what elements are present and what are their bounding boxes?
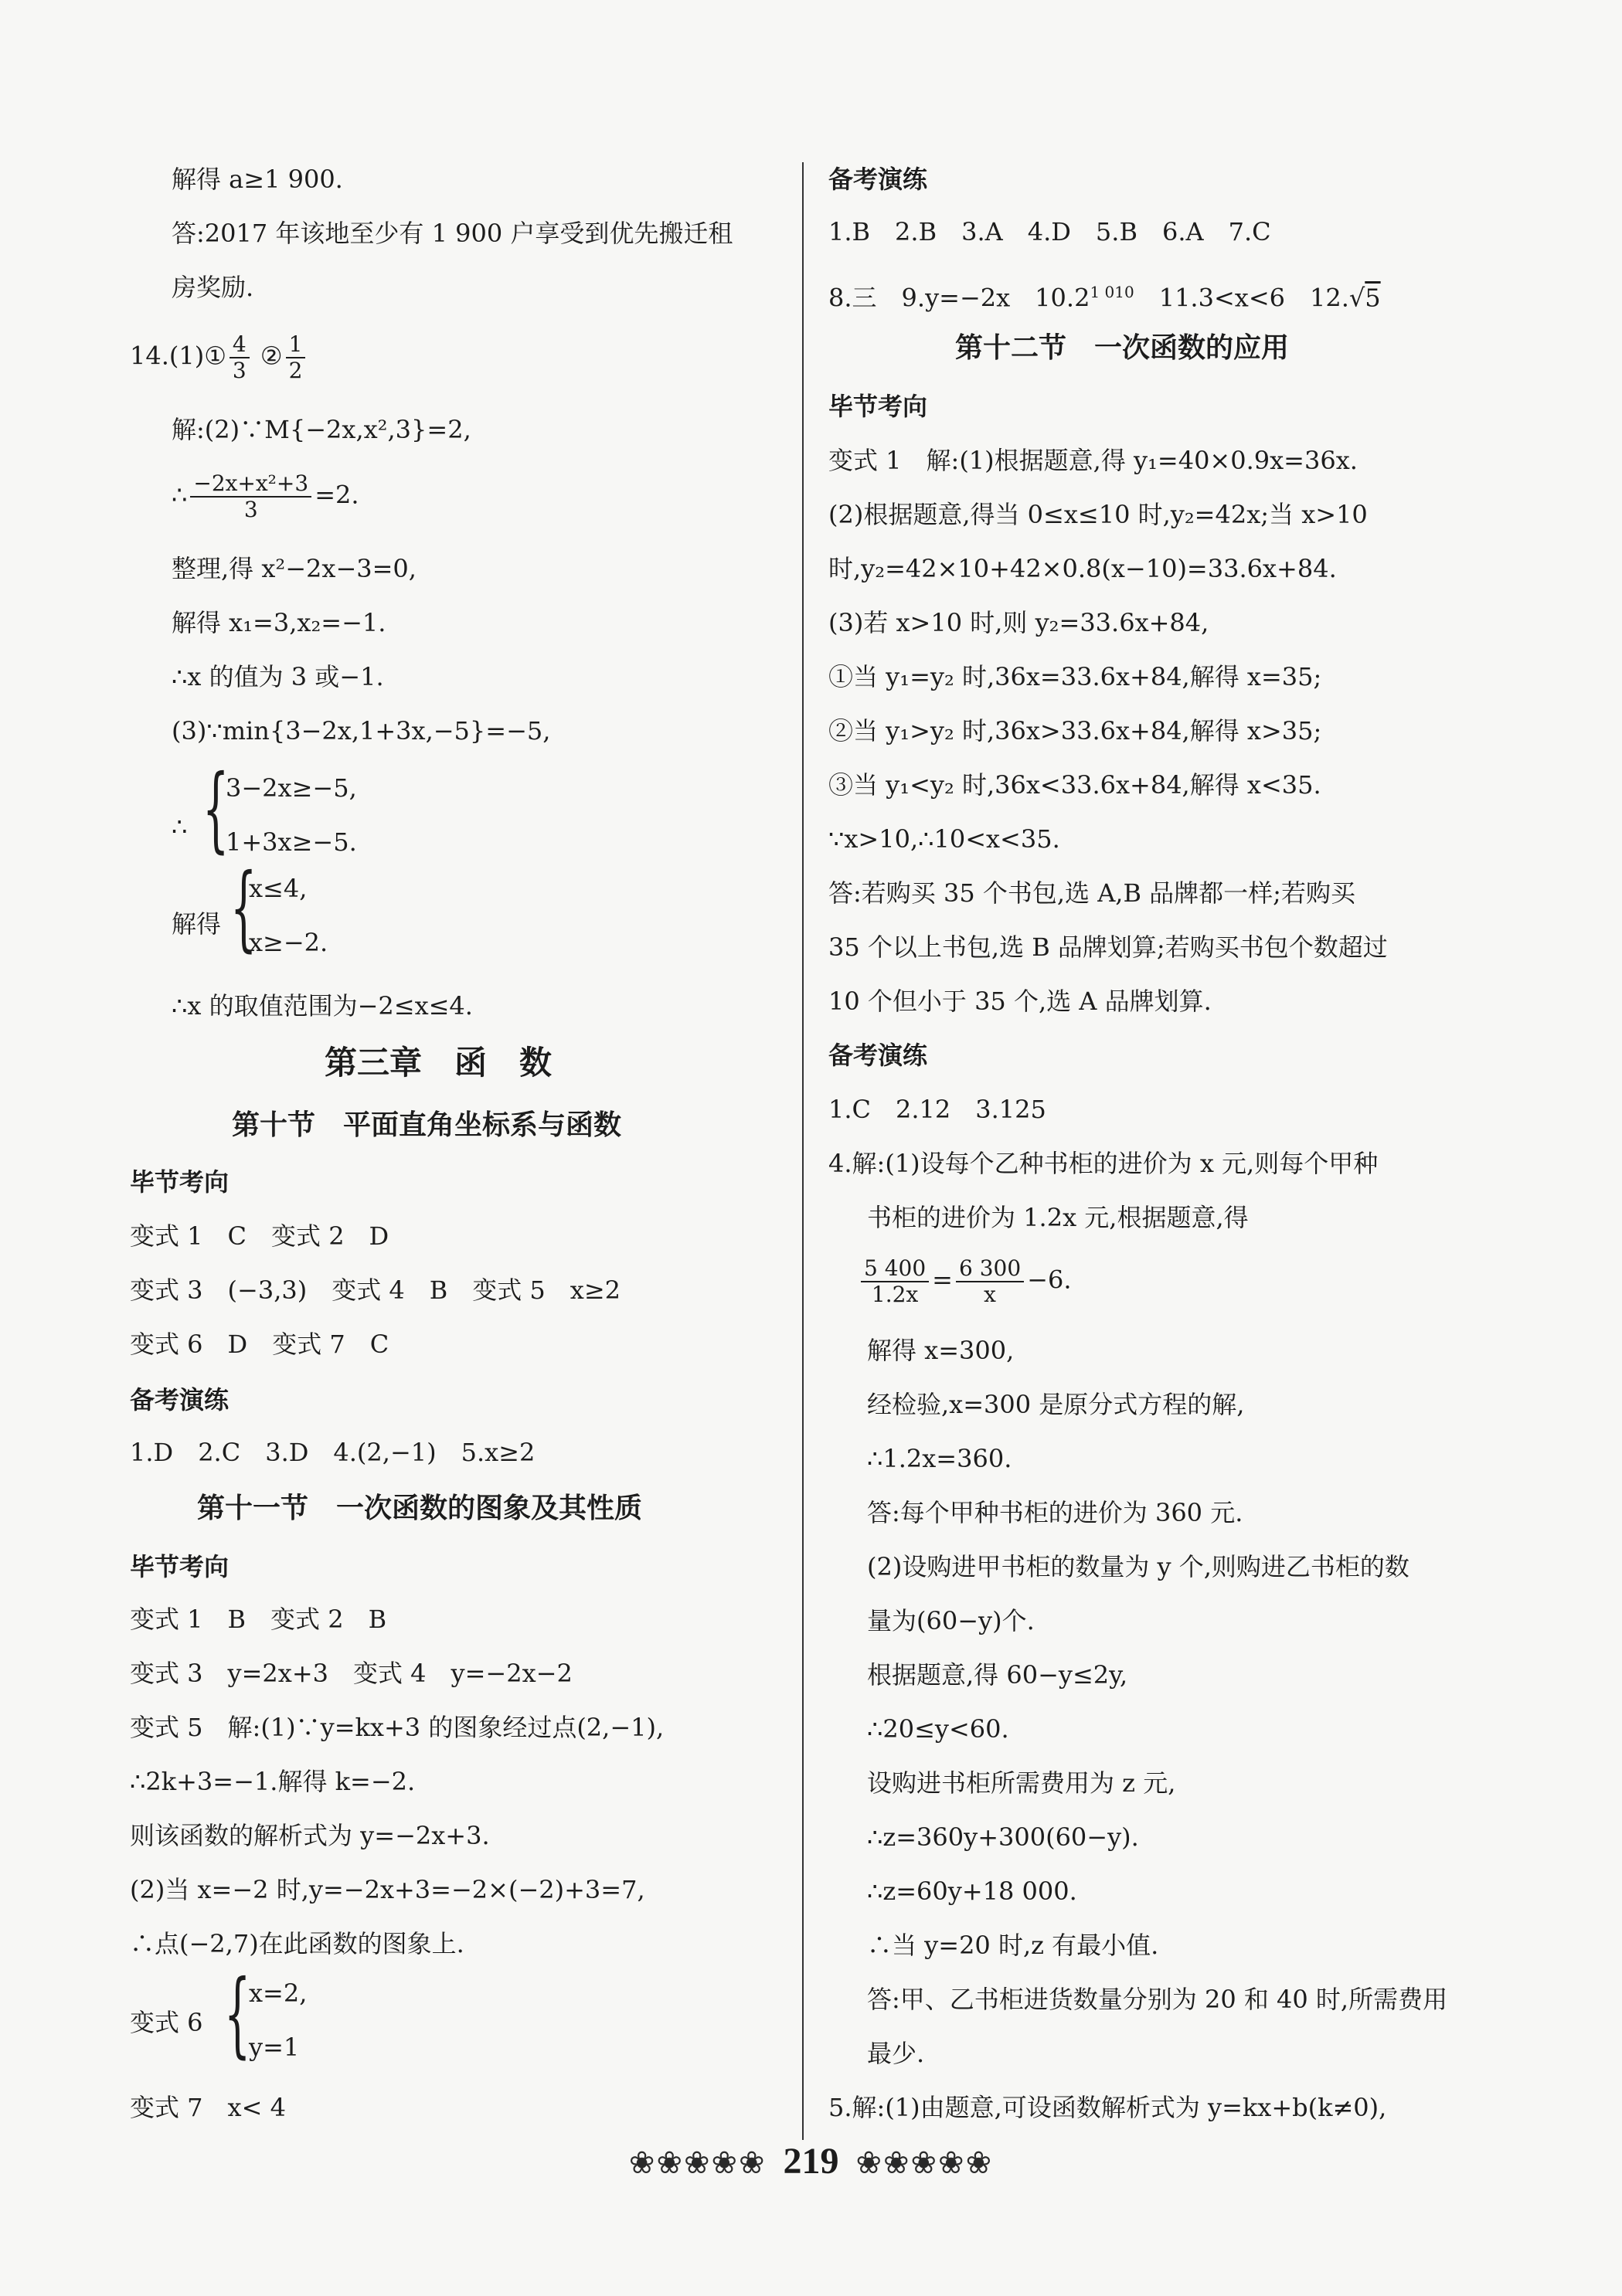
exponent: 1 010 (1090, 283, 1134, 301)
fraction-numerator: 5 400 (861, 1256, 929, 1282)
fraction-denominator: 3 (243, 497, 258, 522)
fraction-numerator: 4 (230, 332, 250, 358)
subsection-heading: 毕节考向 (130, 1167, 230, 1197)
text-line: 整理,得 x²−2x−3=0, (172, 554, 417, 583)
equation-line (172, 471, 359, 522)
text-line: (2)当 x=−2 时,y=−2x+3=−2×(−2)+3=7, (130, 1875, 645, 1904)
radicand: 5 (1365, 283, 1381, 313)
text-line: ∴x 的取值范围为−2≤x≤4. (172, 991, 473, 1021)
brace-icon: { (202, 756, 230, 863)
text-line: 35 个以上书包,选 B 品牌划算;若购买书包个数超过 (828, 932, 1388, 962)
text-line: 时,y₂=42×10+42×0.8(x−10)=33.6x+84. (828, 554, 1337, 583)
section-title: 第十节 平面直角坐标系与函数 (232, 1109, 622, 1141)
fraction-numerator: −2x+x²+3 (190, 471, 311, 498)
text-line: 答:若购买 35 个书包,选 A,B 品牌都一样;若购买 (828, 878, 1355, 908)
subsection-heading: 备考演练 (828, 1041, 928, 1070)
text-line: ∴当 y=20 时,z 有最小值. (867, 1931, 1159, 1960)
text-line: 变式 3 (−3,3) 变式 4 B 变式 5 x≥2 (130, 1275, 621, 1305)
text-line: 变式 6 D 变式 7 C (130, 1330, 389, 1359)
text-line: 解得 a≥1 900. (172, 165, 343, 194)
text-line: 1.D 2.C 3.D 4.(2,−1) 5.x≥2 (130, 1438, 536, 1467)
fraction (956, 1256, 1024, 1307)
text-line: 1+3x≥−5. (226, 827, 357, 857)
text-line: ∴2k+3=−1.解得 k=−2. (130, 1767, 416, 1796)
subsection-heading: 备考演练 (828, 165, 928, 194)
column-divider (802, 162, 804, 2140)
text-line: ③当 y₁<y₂ 时,36x<33.6x+84,解得 x<35. (828, 770, 1321, 800)
text-line: x=2, (249, 1978, 308, 2008)
text-line: ∴1.2x=360. (867, 1444, 1012, 1473)
text-line: 11.3<x<6 12.√ (1134, 283, 1365, 313)
fraction-denominator: x (984, 1282, 996, 1307)
section-title: 第十一节 一次函数的图象及其性质 (197, 1493, 643, 1524)
fraction-numerator: 6 300 (956, 1256, 1024, 1282)
ornament-icon: ❀❀❀❀❀ (628, 2145, 767, 2181)
fraction (190, 471, 311, 522)
text-line: 书柜的进价为 1.2x 元,根据题意,得 (867, 1203, 1249, 1232)
fraction-denominator: 1.2x (871, 1282, 919, 1307)
fraction (286, 332, 306, 383)
answer-14 (130, 332, 308, 383)
text-line: ∴ (172, 812, 188, 841)
text-line: 3−2x≥−5, (226, 773, 357, 803)
text-line: 设购进书柜所需费用为 z 元, (867, 1768, 1176, 1798)
answer-line (828, 277, 1381, 314)
text-line: ∴点(−2,7)在此函数的图象上. (130, 1929, 464, 1958)
text-line: 1.C 2.12 3.125 (828, 1095, 1046, 1124)
text-line: 答:甲、乙书柜进货数量分别为 20 和 40 时,所需费用 (867, 1985, 1448, 2014)
text-line: 最少. (867, 2039, 925, 2068)
text-line: 变式 1 解:(1)根据题意,得 y₁=40×0.9x=36x. (828, 446, 1358, 475)
fraction-numerator: 1 (286, 332, 306, 358)
text-line: (3)∵min{3−2x,1+3x,−5}=−5, (172, 716, 551, 746)
text-line: = (932, 1265, 953, 1295)
text-line: 4.解:(1)设每个乙种书柜的进价为 x 元,则每个甲种 (828, 1149, 1379, 1178)
fraction (230, 332, 250, 383)
text-line: 变式 6 (130, 2008, 203, 2037)
text-line: 8.三 9.y=−2x 10.2 (828, 283, 1090, 313)
text-line: 答:2017 年该地至少有 1 900 户享受到优先搬迁租 (172, 219, 733, 248)
text-line: 变式 7 x< 4 (130, 2093, 286, 2122)
text-line: (2)设购进甲书柜的数量为 y 个,则购进乙书柜的数 (867, 1552, 1409, 1581)
text-line: 1.B 2.B 3.A 4.D 5.B 6.A 7.C (828, 217, 1271, 246)
brace-icon: { (230, 854, 257, 962)
text-line: 14.(1)① (130, 341, 226, 371)
text-line: ①当 y₁=y₂ 时,36x=33.6x+84,解得 x=35; (828, 662, 1322, 691)
text-line: 解得 x=300, (867, 1336, 1015, 1365)
chapter-title: 第三章 函 数 (325, 1044, 553, 1082)
text-line: 变式 1 B 变式 2 B (130, 1605, 387, 1634)
subsection-heading: 毕节考向 (130, 1552, 230, 1581)
text-line: ∴z=60y+18 000. (867, 1877, 1077, 1906)
text-line: 解:(2)∵M{−2x,x²,3}=2, (172, 415, 471, 444)
text-line: 经检验,x=300 是原分式方程的解, (867, 1390, 1245, 1419)
text-line: 10 个但小于 35 个,选 A 品牌划算. (828, 987, 1212, 1016)
page-number: 219 (783, 2141, 839, 2182)
text-line: =2. (315, 480, 359, 510)
fraction-denominator: 3 (232, 358, 247, 383)
text-line: (2)根据题意,得当 0≤x≤10 时,y₂=42x;当 x>10 (828, 500, 1368, 529)
text-line: (3)若 x>10 时,则 y₂=33.6x+84, (828, 608, 1209, 637)
text-line: x≥−2. (249, 928, 328, 957)
text-line: ∵x>10,∴10<x<35. (828, 824, 1060, 854)
text-line: 变式 1 C 变式 2 D (130, 1221, 389, 1251)
text-line: 解得 x₁=3,x₂=−1. (172, 608, 386, 637)
text-line: 根据题意,得 60−y≤2y, (867, 1660, 1128, 1690)
text-line: 5.解:(1)由题意,可设函数解析式为 y=kx+b(k≠0), (828, 2093, 1387, 2122)
text-line: −6. (1027, 1265, 1072, 1295)
text-line: 解得 (172, 909, 222, 939)
text-line: y=1 (249, 2033, 300, 2062)
text-line: ∴20≤y<60. (867, 1714, 1009, 1744)
equation-line (858, 1256, 1072, 1307)
text-line: ∴x 的值为 3 或−1. (172, 662, 384, 691)
text-line: ∴z=360y+300(60−y). (867, 1822, 1139, 1852)
text-line: 答:每个甲种书柜的进价为 360 元. (867, 1498, 1243, 1527)
text-line: ② (260, 341, 283, 371)
text-line: 量为(60−y)个. (867, 1606, 1035, 1635)
text-line: ②当 y₁>y₂ 时,36x>33.6x+84,解得 x>35; (828, 716, 1322, 746)
ornament-icon: ❀❀❀❀❀ (855, 2145, 994, 2181)
page-footer (0, 2138, 1622, 2186)
subsection-heading: 备考演练 (130, 1385, 230, 1415)
text-line: ∴ (172, 480, 188, 510)
text-line: 房奖励. (172, 273, 254, 302)
brace-icon: { (224, 1961, 251, 2068)
section-title: 第十二节 一次函数的应用 (955, 332, 1290, 364)
text-line: 变式 5 解:(1)∵y=kx+3 的图象经过点(2,−1), (130, 1713, 665, 1742)
fraction (861, 1256, 929, 1307)
subsection-heading: 毕节考向 (828, 392, 928, 421)
fraction-denominator: 2 (288, 358, 303, 383)
text-line: 变式 3 y=2x+3 变式 4 y=−2x−2 (130, 1659, 573, 1688)
text-line: x≤4, (249, 874, 308, 903)
text-line: 则该函数的解析式为 y=−2x+3. (130, 1821, 490, 1850)
